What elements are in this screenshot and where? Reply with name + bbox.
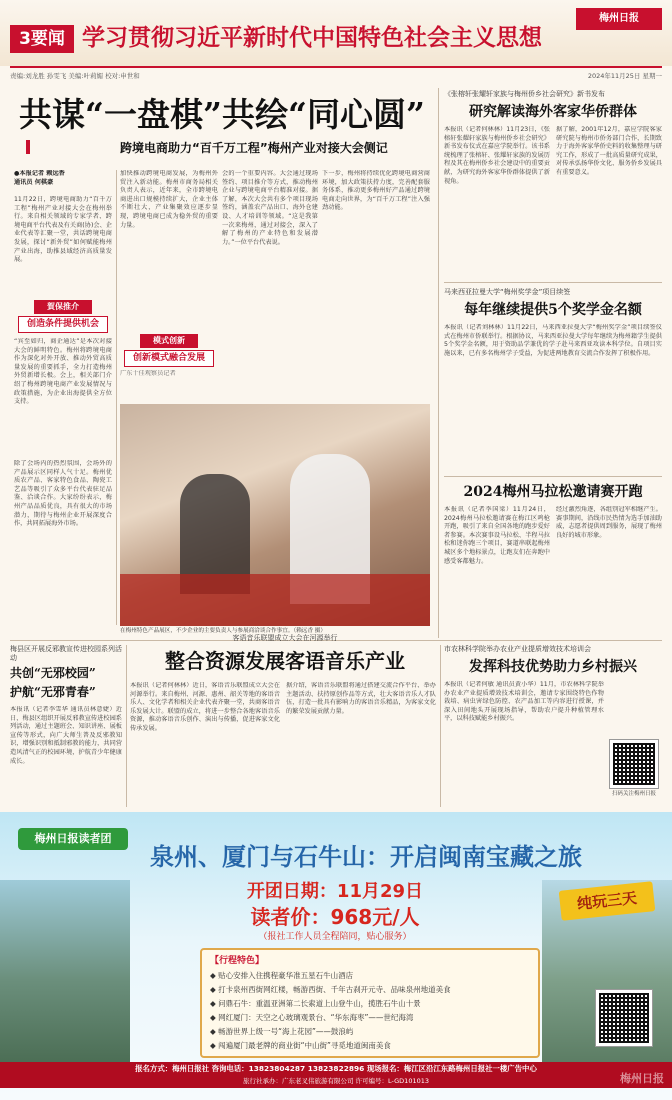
newspaper-logo: 梅州日报 <box>576 8 662 30</box>
ad-feature-item: ◆ 闯遍厦门最老牌的商业街“中山街”寻觅地道闽南美食 <box>210 1041 391 1050</box>
lead-col1-p1: 11月22日，跨境电商助力“百千万工程”梅州产业对接大会在梅州举行。来自相关领域的专家学者、跨境电商平台代表及有关商(协)会、企业代表等汇聚一堂，共话跨境电商发展，探讨“新外贸”如何赋能梅州产业出海，助推县域经济高质量发展。 <box>14 196 112 264</box>
ad-agency-line: 旅行社承办：广东老叉伟旅游有限公司 许可编号：L-GD101013 <box>242 1077 429 1085</box>
right-title2: 每年继续提供5个奖学金名额 <box>464 302 642 318</box>
section-title: 学习贯彻习近平新时代中国特色社会主义思想 <box>82 24 542 51</box>
bottom-left-kicker: 梅县区开展反邪教宣传进校园系列活动 <box>10 645 122 662</box>
issue-date: 2024年11月25日 星期一 <box>587 72 662 80</box>
right-text1b: 据了解，2001年12月，嘉应学院客家研究院与梅州市侨务部门合作，长期致力于海外客家华侨史料的收集整理与研究工作，形成了一批高质量研究成果，对传承弘扬华侨文化、服务侨乡发展具有重要意义。 <box>556 126 662 176</box>
right-kicker1: 《张榕轩张耀轩家族与梅州侨乡社会研究》新书发布 <box>444 90 605 98</box>
lead-col2-p1: 加快推动跨境电商发展，为梅州外贸注入新动能。梅州市商务局相关负责人表示，近年来，全市跨境电商进出口规模持续扩大，企业主体不断壮大，产业集聚效应逐步显现，跨境电商已成为稳外贸的重要力量。 <box>120 170 218 229</box>
ad-footer-bar <box>0 1062 672 1088</box>
bottom-left-text: 本报讯（记者李雪华 通讯员林意婕）近日，梅县区组织开展反邪教宣传进校园系列活动，通过主题班会、知识讲座、展板宣传等形式，向广大师生普及反邪教知识，增强识别和抵制邪教的能力，共同营造风清气正的校园环境，护航青少年健康成长。 <box>10 706 122 765</box>
bottom-mid-title: 整合资源发展客语音乐产业 <box>165 649 405 673</box>
qr-code[interactable] <box>610 740 658 788</box>
subtitle-marker <box>26 140 30 154</box>
right-title1: 研究解读海外客家华侨群体 <box>469 104 637 120</box>
ad-photo-glass-bridge <box>0 880 130 1062</box>
ad-contact-line: 报名方式：梅州日报社 咨询电话：13823804287 13823822896 现场报名：梅江区沿江东路梅州日报社一楼广告中心 <box>135 1064 537 1073</box>
subhead1: 创造条件提供机会 <box>18 316 108 333</box>
ad-feature-item: ◆ 网红厦门：天空之心玻璃观景台、“华东海枣”——世纪海湾 <box>210 1013 414 1022</box>
ad-features-title: 【行程特色】 <box>210 956 265 966</box>
lead-col1-p2: “宾至如归，商企通达”是本次对接大会的鲜明特色。梅州将跨境电商作为深化对外开放、推动外贸高质量发展的重要抓手，全力打造梅州外贸新增长极。会上，相关部门介绍了梅州跨境电商产业发展情况与政策措施，为企业出海提供全方位支持。 <box>14 338 112 406</box>
ad-qr-code[interactable] <box>596 990 652 1046</box>
bottom-mid-kicker: 客语音乐联盟成立大会在河源举行 <box>232 634 338 642</box>
watermark-logo: 梅州日报 <box>620 1072 664 1085</box>
lead-byline: ●本报记者 赖远香 通讯员 何棋豪 <box>14 170 65 186</box>
bottom-divider1 <box>126 645 127 807</box>
bottom-divider2 <box>440 645 441 807</box>
ad-price: 读者价：968元/人 <box>250 905 420 929</box>
lead-headline: 共谋“一盘棋”共绘“同心圆” <box>19 95 425 134</box>
bottom-left-title: 共创“无邪校园” 护航“无邪青春” <box>10 666 96 699</box>
reader-club-logo: 梅州日报读者团 <box>18 828 128 850</box>
ad-feature-item: ◆ 打卡泉州西街网红楼，畅游西街、千年古刹开元寺、品味泉州地道美食 <box>210 985 451 994</box>
ad-title: 泉州、厦门与石牛山：开启闽南宝藏之旅 <box>150 842 582 871</box>
lead-col4: 下一步，梅州将持续优化跨境电商营商环境，加大政策扶持力度，完善配套服务体系，推动更多梅州好产品通过跨境电商走向世界，为“百千万工程”注入强劲动能。 <box>322 170 430 212</box>
subhead2: 创新模式融合发展 <box>124 350 214 367</box>
bottom-right-title: 发挥科技优势助力乡村振兴 <box>469 659 637 675</box>
ad-feature-item: ◆ 问鼎石牛：重温亚洲第二长索道上山登牛山，揽胜石牛山十景 <box>210 999 421 1008</box>
bottom-mid-text: 本报讯（记者何林林）近日，客语音乐联盟成立大会在河源举行。来自梅州、河源、惠州、韶关等地的客语音乐人、文化学者和相关企业代表齐聚一堂，共商客语音乐发展大计。联盟的成立，将进一步整合各地客语音乐资源，推动客语音乐创作、演出与传播，促进客家文化传承发展。 <box>130 682 280 732</box>
right-divider2 <box>444 476 662 477</box>
lead-credit: 广东十佳观察员记者 <box>120 370 176 377</box>
ad-features-box <box>200 948 540 1058</box>
lead-col1-p3: 除了会场内的热烈氛围，会场外的产品展示区同样人气十足。梅州优质农产品、客家特色食品、陶瓷工艺品等吸引了众多平台代表驻足品鉴、洽谈合作。大家纷纷表示，梅州产品品质优良，具有很大的市场潜力，期待与梅州企业开展深度合作，共同拓展海外市场。 <box>14 460 112 528</box>
editor-line <box>10 70 662 82</box>
right-divider1 <box>444 282 662 283</box>
photo-display-shelf <box>120 574 430 626</box>
ad-feature-item: ◆ 畅游世界上级一号“海上花园”——鼓浪屿 <box>210 1027 354 1036</box>
main-col-divider <box>438 88 439 638</box>
lead-subtitle: 跨境电商助力“百千万工程”梅州产业对接大会侧记 <box>120 141 388 155</box>
right-text2: 本报讯（记者刘林林）11月22日，马来西亚拉曼大学“梅州奖学金”项目续签仪式在梅州市侨联举行。根据协议，马来西亚拉曼大学每年继续为梅州籍学生提供5个奖学金名额，用于资助品学兼优的学子赴马来西亚攻读本科学位。自项目实施以来，已有多名梅州学子受益，为促进两地教育交流合作发挥了积极作用。 <box>444 324 662 357</box>
lead-photo <box>120 404 430 626</box>
lead-col3: 会的一个重要内容。大会通过现场签约、项目推介等方式，推动梅州企业与跨境电商平台精准对接。据了解，本次大会共有多个项目现场签约，涵盖农产品出口、海外仓建设、人才培训等领域。“这是我第一次来梅州，通过对接会，深入了解了梅州的产业特色和发展潜力。”一位平台代表说。 <box>222 170 318 246</box>
ad-badge: 纯玩三天 <box>559 881 656 921</box>
ad-note: （报社工作人员全程陪同，贴心服务） <box>258 932 412 942</box>
col-divider <box>116 170 117 625</box>
ad-date: 开团日期：11月29日 <box>246 881 424 902</box>
bottom-right-kicker: 市农林科学院举办农业产业提质增效技术培训会 <box>444 645 591 653</box>
bottom-mid-text2: 据介绍，客语音乐联盟将通过搭建交流合作平台、举办主题活动、扶持原创作品等方式，壮大客语音乐人才队伍，打造一批具有影响力的客语音乐精品，为客家文化的繁荣发展贡献力量。 <box>286 682 436 715</box>
ad-feature-item: ◆ 贴心安排入住携程豪华准五星石牛山酒店 <box>210 971 354 980</box>
qr-caption: 扫码关注梅州日报 <box>611 791 656 797</box>
spacer <box>120 396 218 400</box>
editor-credits: 责编:刘龙胜 孙雯飞 美编:叶莉媚 校对:申世和 <box>10 72 140 80</box>
subhead1-label: 賀保推介 <box>34 300 92 314</box>
right-text3b: 经过激烈角逐，各组别冠军相继产生。赛事期间，沿线市民热情为选手加油助威，志愿者提供周到服务，展现了梅州良好的城市形象。 <box>556 506 662 539</box>
right-kicker2: 马来西亚拉曼大学“梅州奖学金”项目续签 <box>444 288 571 296</box>
right-text3: 本报讯（记者李国梁）11月24日，2024梅州马拉松邀请赛在梅江区鸣枪开跑，吸引了来自全国各地的跑步爱好者参赛。本次赛事设马拉松、半程马拉松和迷你跑三个项目，赛道串联起梅州城区多个地标景点，让跑友们在奔跑中感受客都魅力。 <box>444 506 550 565</box>
photo-caption: 在梅州特色产品展区，不少企业的主要负责人与参展商洽谈合作事宜。（赖远香 摄） <box>120 628 326 634</box>
right-title3: 2024梅州马拉松邀请赛开跑 <box>463 484 643 500</box>
subhead2-label: 模式创新 <box>140 334 198 348</box>
bottom-right-text: 本报讯（记者何敏 通讯员黄小华）11月，市农林科学院举办农业产业提质增效技术培训会，邀请专家围绕特色作物栽培、病虫害绿色防控、农产品加工等内容进行授课，并深入田间地头开展现场指导，帮助农户提升种植管理水平，以科技赋能乡村振兴。 <box>444 681 604 723</box>
page-number-badge: 3要闻 <box>10 25 74 53</box>
header-rule <box>10 66 662 68</box>
right-text1: 本报讯（记者何林林）11月23日，《张榕轩张耀轩家族与梅州侨乡社会研究》新书发布仪式在嘉应学院举行。该书系统梳理了张榕轩、张耀轩家族的发展历程及其在梅州侨乡社会建设中的重要贡献，为研究海外客家华侨群体提供了新视角。 <box>444 126 550 185</box>
